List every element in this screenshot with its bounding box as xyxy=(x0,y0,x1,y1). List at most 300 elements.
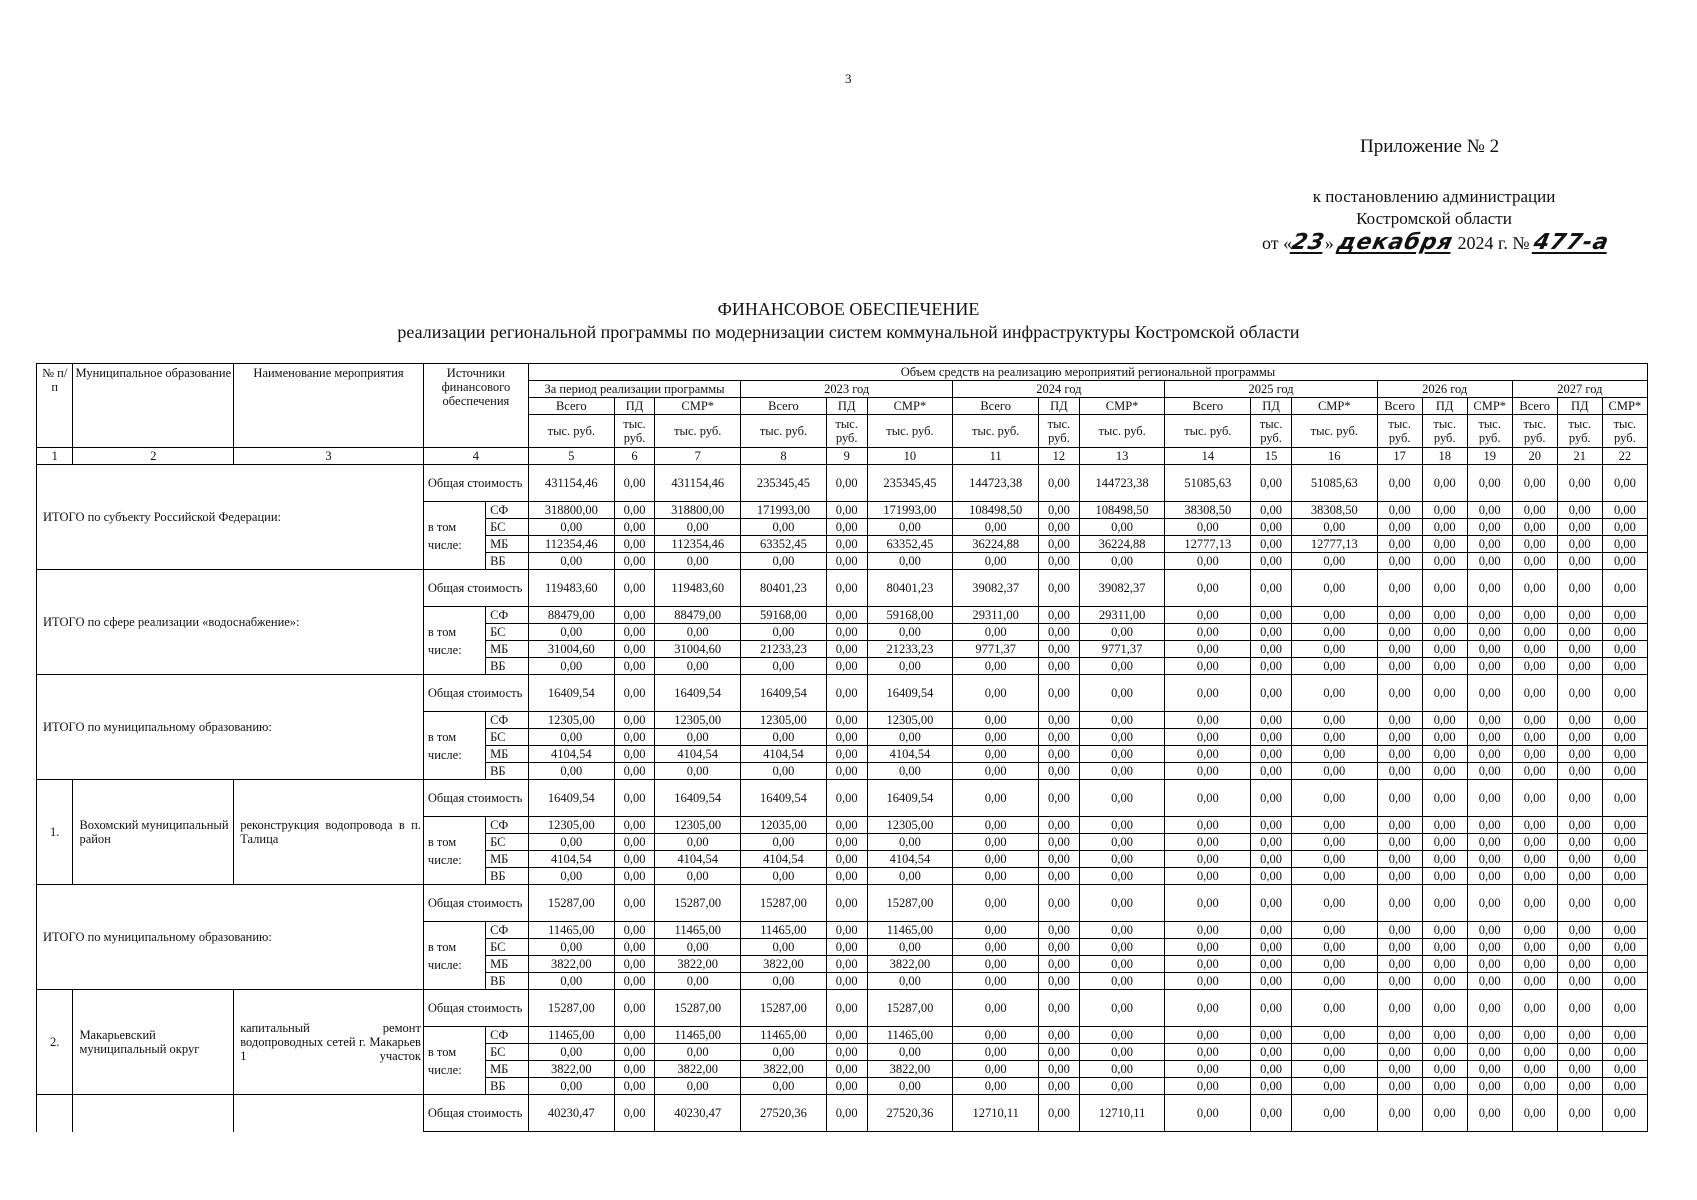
value-cell: 112354,46 xyxy=(655,536,741,553)
value-cell: 0,00 xyxy=(826,553,867,570)
header-subcolumn: СМР* xyxy=(655,398,741,415)
value-cell: 0,00 xyxy=(1467,607,1512,624)
value-cell: 0,00 xyxy=(1512,885,1557,922)
value-cell: 0,00 xyxy=(953,1027,1039,1044)
value-cell: 0,00 xyxy=(1602,834,1647,851)
header-unit: тыс. руб. xyxy=(614,415,655,448)
value-cell: 0,00 xyxy=(1557,553,1602,570)
value-cell: 15287,00 xyxy=(741,990,827,1027)
value-cell: 0,00 xyxy=(1557,1044,1602,1061)
value-cell: 0,00 xyxy=(655,763,741,780)
value-cell: 0,00 xyxy=(655,624,741,641)
source-code: МБ xyxy=(486,851,529,868)
value-cell: 0,00 xyxy=(1079,1027,1165,1044)
header-subcolumn: Всего xyxy=(1512,398,1557,415)
value-cell: 0,00 xyxy=(614,1095,655,1132)
value-cell: 4104,54 xyxy=(867,851,953,868)
value-cell: 11465,00 xyxy=(741,922,827,939)
column-number: 5 xyxy=(528,448,614,465)
item-municipality: Вохомский муниципальный район xyxy=(73,780,234,885)
value-cell: 0,00 xyxy=(1467,675,1512,712)
value-cell: 0,00 xyxy=(953,712,1039,729)
column-number: 4 xyxy=(423,448,528,465)
value-cell: 0,00 xyxy=(1079,519,1165,536)
value-cell: 0,00 xyxy=(953,1061,1039,1078)
label-total-cost: Общая стоимость xyxy=(423,465,528,502)
value-cell: 0,00 xyxy=(1557,607,1602,624)
value-cell: 0,00 xyxy=(1039,990,1080,1027)
value-cell: 0,00 xyxy=(1512,465,1557,502)
value-cell: 0,00 xyxy=(1291,885,1377,922)
value-cell: 0,00 xyxy=(1467,1061,1512,1078)
value-cell: 0,00 xyxy=(1602,1061,1647,1078)
value-cell: 0,00 xyxy=(826,868,867,885)
value-cell: 0,00 xyxy=(614,763,655,780)
header-period: 2025 год xyxy=(1165,381,1377,398)
table-row-total-partial xyxy=(37,1095,1648,1132)
value-cell: 0,00 xyxy=(1039,465,1080,502)
value-cell: 3822,00 xyxy=(655,1061,741,1078)
value-cell: 0,00 xyxy=(1602,675,1647,712)
value-cell: 0,00 xyxy=(826,729,867,746)
appendix-date-line xyxy=(1262,230,1612,255)
value-cell: 0,00 xyxy=(614,1061,655,1078)
value-cell: 0,00 xyxy=(1422,973,1467,990)
value-cell: 0,00 xyxy=(1557,675,1602,712)
value-cell: 0,00 xyxy=(1079,956,1165,973)
value-cell: 0,00 xyxy=(1251,973,1292,990)
value-cell: 0,00 xyxy=(614,956,655,973)
value-cell: 15287,00 xyxy=(655,885,741,922)
value-cell: 0,00 xyxy=(1165,641,1251,658)
value-cell: 0,00 xyxy=(1422,729,1467,746)
block-label: ИТОГО по субъекту Российской Федерации: xyxy=(37,465,424,570)
column-number: 16 xyxy=(1291,448,1377,465)
value-cell: 0,00 xyxy=(614,746,655,763)
value-cell: 0,00 xyxy=(1602,1095,1647,1132)
value-cell: 38308,50 xyxy=(1291,502,1377,519)
source-code: ВБ xyxy=(486,763,529,780)
value-cell: 0,00 xyxy=(953,817,1039,834)
value-cell: 0,00 xyxy=(1422,502,1467,519)
source-code: МБ xyxy=(486,1061,529,1078)
value-cell: 0,00 xyxy=(741,519,827,536)
value-cell: 88479,00 xyxy=(528,607,614,624)
value-cell: 0,00 xyxy=(1512,851,1557,868)
header-period: 2024 год xyxy=(953,381,1165,398)
value-cell: 0,00 xyxy=(1377,641,1422,658)
value-cell: 0,00 xyxy=(1251,1061,1292,1078)
value-cell: 0,00 xyxy=(1512,763,1557,780)
value-cell: 0,00 xyxy=(1165,834,1251,851)
label-including: в том числе: xyxy=(423,1027,485,1095)
value-cell: 59168,00 xyxy=(867,607,953,624)
value-cell: 12305,00 xyxy=(741,712,827,729)
value-cell: 0,00 xyxy=(1467,1078,1512,1095)
value-cell: 16409,54 xyxy=(741,675,827,712)
header-measure: Наименование мероприятия xyxy=(234,364,424,448)
value-cell: 0,00 xyxy=(1422,1095,1467,1132)
value-cell: 0,00 xyxy=(1422,780,1467,817)
value-cell: 0,00 xyxy=(614,780,655,817)
value-cell: 0,00 xyxy=(1165,780,1251,817)
value-cell: 0,00 xyxy=(614,868,655,885)
header-subcolumn: СМР* xyxy=(1079,398,1165,415)
value-cell: 0,00 xyxy=(1079,817,1165,834)
value-cell: 0,00 xyxy=(1165,939,1251,956)
value-cell: 0,00 xyxy=(1557,465,1602,502)
value-cell: 0,00 xyxy=(1039,1044,1080,1061)
value-cell: 0,00 xyxy=(1377,570,1422,607)
source-code: СФ xyxy=(486,922,529,939)
label-total-cost: Общая стоимость xyxy=(423,990,528,1027)
value-cell: 0,00 xyxy=(1165,570,1251,607)
column-number: 8 xyxy=(741,448,827,465)
value-cell: 0,00 xyxy=(1291,763,1377,780)
value-cell: 0,00 xyxy=(1377,465,1422,502)
value-cell: 144723,38 xyxy=(1079,465,1165,502)
value-cell: 4104,54 xyxy=(741,746,827,763)
value-cell: 0,00 xyxy=(1377,973,1422,990)
header-unit: тыс. руб. xyxy=(1377,415,1422,448)
value-cell: 0,00 xyxy=(614,1078,655,1095)
value-cell: 0,00 xyxy=(867,658,953,675)
value-cell: 39082,37 xyxy=(1079,570,1165,607)
value-cell: 0,00 xyxy=(1602,868,1647,885)
value-cell: 80401,23 xyxy=(867,570,953,607)
value-cell: 0,00 xyxy=(614,658,655,675)
value-cell: 0,00 xyxy=(1602,502,1647,519)
value-cell: 0,00 xyxy=(1557,885,1602,922)
label-including: в том числе: xyxy=(423,712,485,780)
page-number: 3 xyxy=(845,71,852,86)
value-cell: 235345,45 xyxy=(867,465,953,502)
value-cell: 0,00 xyxy=(741,834,827,851)
value-cell: 0,00 xyxy=(1079,973,1165,990)
value-cell: 0,00 xyxy=(1467,1095,1512,1132)
value-cell: 0,00 xyxy=(953,746,1039,763)
value-cell: 0,00 xyxy=(1251,570,1292,607)
value-cell: 12305,00 xyxy=(867,712,953,729)
value-cell: 0,00 xyxy=(1512,553,1557,570)
header-period: За период реализации программы xyxy=(528,381,740,398)
value-cell: 0,00 xyxy=(1512,956,1557,973)
value-cell: 0,00 xyxy=(1467,956,1512,973)
value-cell: 0,00 xyxy=(1079,922,1165,939)
source-code: МБ xyxy=(486,746,529,763)
value-cell: 0,00 xyxy=(1422,519,1467,536)
header-subcolumn: СМР* xyxy=(1602,398,1647,415)
value-cell: 0,00 xyxy=(1251,675,1292,712)
header-subcolumn: Всего xyxy=(741,398,827,415)
value-cell: 0,00 xyxy=(1557,536,1602,553)
header-subcolumn: ПД xyxy=(1251,398,1292,415)
value-cell: 0,00 xyxy=(1602,1078,1647,1095)
header-period: 2026 год xyxy=(1377,381,1512,398)
value-cell: 0,00 xyxy=(1377,519,1422,536)
value-cell: 0,00 xyxy=(953,834,1039,851)
value-cell: 0,00 xyxy=(528,658,614,675)
table-row-total xyxy=(37,465,1648,502)
header-subcolumn: СМР* xyxy=(1467,398,1512,415)
value-cell: 235345,45 xyxy=(741,465,827,502)
value-cell: 0,00 xyxy=(1291,675,1377,712)
header-unit: тыс. руб. xyxy=(528,415,614,448)
value-cell: 0,00 xyxy=(953,973,1039,990)
value-cell: 0,00 xyxy=(614,834,655,851)
value-cell: 0,00 xyxy=(741,973,827,990)
value-cell: 0,00 xyxy=(1377,780,1422,817)
value-cell: 0,00 xyxy=(1291,851,1377,868)
value-cell: 0,00 xyxy=(1467,885,1512,922)
value-cell: 88479,00 xyxy=(655,607,741,624)
value-cell: 16409,54 xyxy=(528,675,614,712)
value-cell: 0,00 xyxy=(826,658,867,675)
label-total-cost: Общая стоимость xyxy=(423,885,528,922)
value-cell: 0,00 xyxy=(1467,1044,1512,1061)
value-cell: 0,00 xyxy=(1557,1095,1602,1132)
value-cell: 0,00 xyxy=(1251,536,1292,553)
value-cell: 0,00 xyxy=(1422,817,1467,834)
value-cell: 0,00 xyxy=(741,729,827,746)
header-subcolumn: Всего xyxy=(528,398,614,415)
label-total-cost: Общая стоимость xyxy=(423,1095,528,1132)
value-cell: 0,00 xyxy=(1291,939,1377,956)
value-cell: 0,00 xyxy=(1512,868,1557,885)
value-cell: 0,00 xyxy=(1039,780,1080,817)
source-code: ВБ xyxy=(486,973,529,990)
value-cell: 119483,60 xyxy=(528,570,614,607)
value-cell: 0,00 xyxy=(826,607,867,624)
value-cell: 0,00 xyxy=(1039,922,1080,939)
document-title: ФИНАНСОВОЕ ОБЕСПЕЧЕНИЕ xyxy=(717,299,980,319)
value-cell: 0,00 xyxy=(1557,990,1602,1027)
value-cell: 0,00 xyxy=(1251,956,1292,973)
empty-cell xyxy=(234,1095,424,1132)
value-cell: 0,00 xyxy=(1291,729,1377,746)
value-cell: 0,00 xyxy=(953,922,1039,939)
value-cell: 0,00 xyxy=(1251,990,1292,1027)
column-number: 2 xyxy=(73,448,234,465)
header-subcolumn: СМР* xyxy=(1291,398,1377,415)
value-cell: 0,00 xyxy=(1165,519,1251,536)
value-cell: 0,00 xyxy=(1079,834,1165,851)
value-cell: 0,00 xyxy=(741,553,827,570)
source-code: СФ xyxy=(486,712,529,729)
value-cell: 0,00 xyxy=(1039,658,1080,675)
value-cell: 0,00 xyxy=(1291,834,1377,851)
source-code: МБ xyxy=(486,956,529,973)
value-cell: 0,00 xyxy=(1422,465,1467,502)
value-cell: 0,00 xyxy=(528,519,614,536)
value-cell: 0,00 xyxy=(1557,834,1602,851)
value-cell: 4104,54 xyxy=(867,746,953,763)
value-cell: 0,00 xyxy=(1165,763,1251,780)
value-cell: 15287,00 xyxy=(528,990,614,1027)
value-cell: 0,00 xyxy=(1039,746,1080,763)
value-cell: 0,00 xyxy=(614,1044,655,1061)
document-subtitle: реализации региональной программы по модернизации систем коммунальной инфраструктуры Костромской области xyxy=(397,322,1300,342)
value-cell: 0,00 xyxy=(1291,519,1377,536)
source-code: СФ xyxy=(486,607,529,624)
value-cell: 0,00 xyxy=(867,553,953,570)
value-cell: 0,00 xyxy=(1291,817,1377,834)
value-cell: 0,00 xyxy=(1557,922,1602,939)
value-cell: 0,00 xyxy=(826,956,867,973)
header-unit: тыс. руб. xyxy=(741,415,827,448)
header-unit: тыс. руб. xyxy=(953,415,1039,448)
value-cell: 0,00 xyxy=(1512,1061,1557,1078)
value-cell: 0,00 xyxy=(953,675,1039,712)
value-cell: 0,00 xyxy=(528,973,614,990)
value-cell: 0,00 xyxy=(1165,973,1251,990)
value-cell: 0,00 xyxy=(1377,868,1422,885)
value-cell: 0,00 xyxy=(1291,956,1377,973)
value-cell: 0,00 xyxy=(867,624,953,641)
value-cell: 16409,54 xyxy=(867,780,953,817)
value-cell: 0,00 xyxy=(1602,641,1647,658)
value-cell: 0,00 xyxy=(1602,817,1647,834)
value-cell: 40230,47 xyxy=(655,1095,741,1132)
value-cell: 4104,54 xyxy=(528,851,614,868)
header-unit: тыс. руб. xyxy=(1422,415,1467,448)
value-cell: 0,00 xyxy=(1377,956,1422,973)
value-cell: 0,00 xyxy=(741,658,827,675)
value-cell: 0,00 xyxy=(1291,1095,1377,1132)
value-cell: 0,00 xyxy=(1039,712,1080,729)
value-cell: 0,00 xyxy=(1377,817,1422,834)
value-cell: 0,00 xyxy=(1557,1078,1602,1095)
value-cell: 0,00 xyxy=(614,885,655,922)
date-month-handwritten: декабря xyxy=(1335,230,1456,255)
column-number: 12 xyxy=(1039,448,1080,465)
value-cell: 0,00 xyxy=(1039,729,1080,746)
value-cell: 12305,00 xyxy=(655,712,741,729)
column-number: 20 xyxy=(1512,448,1557,465)
value-cell: 0,00 xyxy=(1557,519,1602,536)
value-cell: 0,00 xyxy=(1512,1044,1557,1061)
value-cell: 0,00 xyxy=(867,519,953,536)
value-cell: 0,00 xyxy=(1039,973,1080,990)
value-cell: 0,00 xyxy=(1039,641,1080,658)
table-row-total xyxy=(37,780,1648,817)
value-cell: 0,00 xyxy=(741,868,827,885)
value-cell: 0,00 xyxy=(826,746,867,763)
value-cell: 0,00 xyxy=(953,519,1039,536)
value-cell: 0,00 xyxy=(1512,502,1557,519)
value-cell: 0,00 xyxy=(614,990,655,1027)
value-cell: 0,00 xyxy=(1165,675,1251,712)
value-cell: 15287,00 xyxy=(741,885,827,922)
value-cell: 0,00 xyxy=(614,922,655,939)
value-cell: 0,00 xyxy=(1467,939,1512,956)
value-cell: 0,00 xyxy=(1467,868,1512,885)
value-cell: 0,00 xyxy=(528,763,614,780)
label-including: в том числе: xyxy=(423,607,485,675)
header-unit: тыс. руб. xyxy=(1039,415,1080,448)
value-cell: 0,00 xyxy=(1602,519,1647,536)
value-cell: 3822,00 xyxy=(655,956,741,973)
value-cell: 0,00 xyxy=(1377,922,1422,939)
value-cell: 0,00 xyxy=(1251,868,1292,885)
value-cell: 12777,13 xyxy=(1291,536,1377,553)
value-cell: 0,00 xyxy=(655,519,741,536)
column-number: 13 xyxy=(1079,448,1165,465)
value-cell: 0,00 xyxy=(1079,885,1165,922)
value-cell: 0,00 xyxy=(826,780,867,817)
value-cell: 0,00 xyxy=(1251,922,1292,939)
value-cell: 0,00 xyxy=(614,519,655,536)
header-num: № п/п xyxy=(37,364,73,448)
value-cell: 0,00 xyxy=(867,834,953,851)
source-code: БС xyxy=(486,939,529,956)
header-unit: тыс. руб. xyxy=(1251,415,1292,448)
date-day-handwritten: 23 xyxy=(1289,230,1328,255)
value-cell: 39082,37 xyxy=(953,570,1039,607)
value-cell: 0,00 xyxy=(655,1078,741,1095)
column-number: 10 xyxy=(867,448,953,465)
value-cell: 4104,54 xyxy=(741,851,827,868)
value-cell: 0,00 xyxy=(1165,817,1251,834)
value-cell: 15287,00 xyxy=(867,885,953,922)
value-cell: 0,00 xyxy=(1291,1061,1377,1078)
value-cell: 0,00 xyxy=(741,1078,827,1095)
source-code: МБ xyxy=(486,536,529,553)
value-cell: 0,00 xyxy=(1512,729,1557,746)
value-cell: 0,00 xyxy=(826,1027,867,1044)
value-cell: 0,00 xyxy=(1422,641,1467,658)
value-cell: 0,00 xyxy=(826,641,867,658)
value-cell: 0,00 xyxy=(1467,570,1512,607)
value-cell: 0,00 xyxy=(826,675,867,712)
financing-table xyxy=(36,363,1648,1132)
value-cell: 0,00 xyxy=(1377,502,1422,519)
value-cell: 0,00 xyxy=(1377,834,1422,851)
value-cell: 0,00 xyxy=(1165,729,1251,746)
value-cell: 0,00 xyxy=(1557,1061,1602,1078)
value-cell: 0,00 xyxy=(826,885,867,922)
value-cell: 0,00 xyxy=(1251,1027,1292,1044)
value-cell: 11465,00 xyxy=(655,922,741,939)
appendix-line-2: Костромской области xyxy=(1356,209,1512,228)
value-cell: 0,00 xyxy=(1557,712,1602,729)
value-cell: 0,00 xyxy=(1602,939,1647,956)
value-cell: 0,00 xyxy=(1602,746,1647,763)
value-cell: 11465,00 xyxy=(528,922,614,939)
value-cell: 0,00 xyxy=(1377,729,1422,746)
value-cell: 0,00 xyxy=(1422,1078,1467,1095)
value-cell: 0,00 xyxy=(1512,712,1557,729)
value-cell: 0,00 xyxy=(1291,641,1377,658)
source-code: СФ xyxy=(486,502,529,519)
label-total-cost: Общая стоимость xyxy=(423,570,528,607)
value-cell: 0,00 xyxy=(953,1044,1039,1061)
header-subcolumn: ПД xyxy=(826,398,867,415)
value-cell: 0,00 xyxy=(1422,851,1467,868)
value-cell: 0,00 xyxy=(1557,763,1602,780)
value-cell: 0,00 xyxy=(826,763,867,780)
source-code: БС xyxy=(486,729,529,746)
value-cell: 0,00 xyxy=(1512,641,1557,658)
value-cell: 0,00 xyxy=(1291,570,1377,607)
value-cell: 0,00 xyxy=(1422,939,1467,956)
value-cell: 0,00 xyxy=(867,939,953,956)
value-cell: 0,00 xyxy=(1377,675,1422,712)
source-code: БС xyxy=(486,1044,529,1061)
item-municipality: Макарьевский муниципальный округ xyxy=(73,990,234,1095)
value-cell: 0,00 xyxy=(1291,624,1377,641)
value-cell: 0,00 xyxy=(867,763,953,780)
